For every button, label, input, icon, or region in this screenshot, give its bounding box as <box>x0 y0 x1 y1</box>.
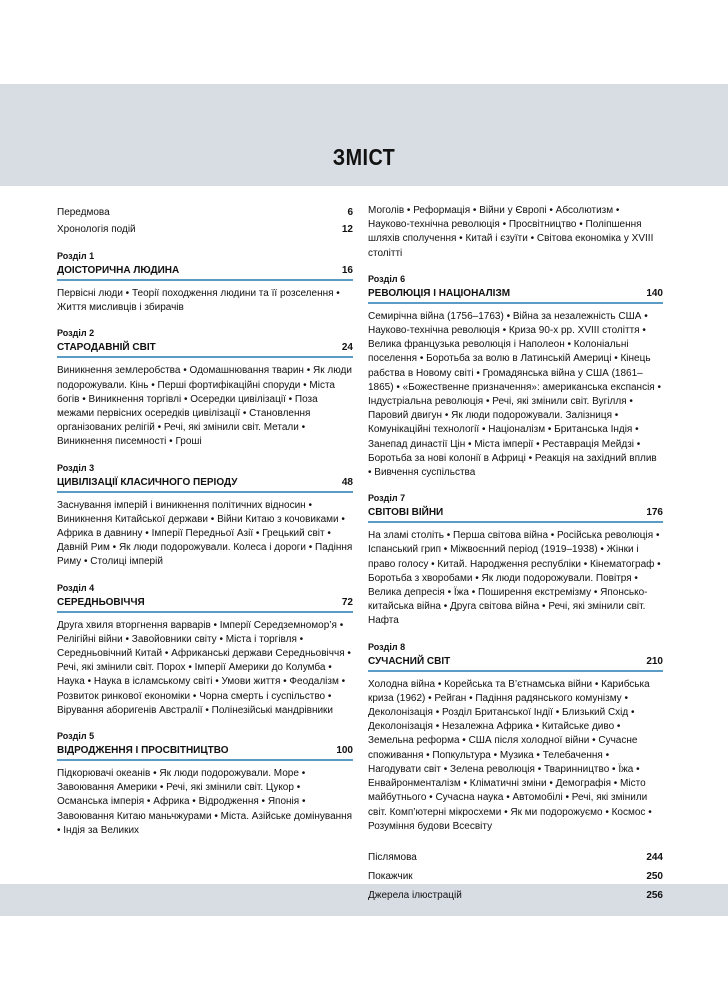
entry-label: Передмова <box>57 207 110 218</box>
entry-page: 12 <box>341 224 353 235</box>
entry-label: Післямова <box>368 851 417 863</box>
section-page: 48 <box>341 476 353 488</box>
section-page: 16 <box>341 265 353 276</box>
section-page: 176 <box>646 507 663 519</box>
section-page: 100 <box>336 745 353 757</box>
toc-section-6 <box>368 273 663 480</box>
entry-label: Хронологія подій <box>57 224 136 235</box>
section-title: СУЧАСНИЙ СВІТ <box>368 655 451 667</box>
section-title: ДОІСТОРИЧНА ЛЮДИНА <box>57 265 180 276</box>
toc-left-column <box>57 204 353 838</box>
section-topics: На зламі століть • Перша світова війна • Російська революція • Іспанський грип • Міжвоєнний період (1919–1938) • Жінки і право голосу • Китай. Народження республіки • Кінематограф • Боротьба з хворобами • Як люди подорожували. Повітря • Велика депресія • Їжа • Поширення екстремізму • Японсько-китайська війна • Друга світова війна • Речі, які змінили світ. Нафта <box>368 530 661 627</box>
section-label: Розділ 1 <box>57 251 95 261</box>
section-topics: Підкорювачі океанів • Як люди подорожували. Море • Завоювання Америки • Речі, які змінили світ. Цукор • Османська імперія • Африка • Відродження • Японія • Завоювання Китаю маньчжурами • Міста. Азійське домінування • Індія за Великих <box>57 768 353 836</box>
section-heading[interactable] <box>57 594 353 613</box>
section-heading[interactable] <box>57 262 353 281</box>
section-topics: Заснування імперій і виникнення політичних відносин • Виникнення Китайської держави • Війни Китаю з кочовиками • Африка в давнину • Імперії Передньої Азії • Грецький світ • Давній Рим • Як люди подорожували. Колеса і дороги • Падіння Риму • Столиці імперій <box>57 499 353 568</box>
section-topics: Друга хвиля вторгнення варварів • Імперії Середземномор’я • Релігійні війни • Завойовники світу • Міста і торгівля • Середньовічний Китай • Африканські держави Середньовіччя • Речі, які змінили світ. Порох • Імперії Америки до Колумба • Наука • Наука в ісламському світі • Умови життя • Феодалізм • Розвиток ринкової економіки • Чорна смерть і суспільство • Вірування аборигенів Австралії • Полінезійські мандрівники <box>57 619 351 716</box>
toc-entry-afterword[interactable] <box>368 848 663 867</box>
toc-section-8 <box>368 641 663 834</box>
section-heading[interactable] <box>368 653 663 672</box>
toc-entry-index[interactable] <box>368 867 663 886</box>
toc-section-3 <box>57 462 353 570</box>
back-matter <box>368 848 663 905</box>
section-page: 72 <box>341 596 353 608</box>
section-5-topics-continued: Моголів • Реформація • Війни у Європі • Абсолютизм • Науково-технічна революція • Просвітництво • Поліпшення шляхів сполучення • Китай і єзуїти • Світова економіка у XVIII столітті <box>368 205 654 259</box>
section-heading[interactable] <box>57 339 353 358</box>
entry-page: 244 <box>646 851 663 863</box>
entry-label: Джерела ілюстрацій <box>368 889 462 901</box>
entry-page: 250 <box>646 870 663 882</box>
toc-section-5 <box>57 730 353 838</box>
section-page: 210 <box>646 655 663 667</box>
section-title: СТАРОДАВНІЙ СВІТ <box>57 342 156 354</box>
section-page: 140 <box>646 287 663 299</box>
toc-section-4 <box>57 582 353 718</box>
section-title: СВІТОВІ ВІЙНИ <box>368 507 444 519</box>
section-title: СЕРЕДНЬОВІЧЧЯ <box>57 596 145 608</box>
toc-section-2 <box>57 327 353 449</box>
section-topics: Виникнення землеробства • Одомашнювання тварин • Як люди подорожували. Кінь • Перші фортифікаційні споруди • Міста богів • Виникнення торгівлі • Осередки цивілізації • Поза межами первісних осередків цивілізації • Становлення організованих релігій • Речі, які змінили світ. Метали • Виникнення писемності • Гроші <box>57 365 352 448</box>
section-heading[interactable] <box>57 474 353 493</box>
section-label: Розділ 6 <box>368 273 406 284</box>
section-heading[interactable] <box>368 504 663 523</box>
section-page: 24 <box>341 342 353 354</box>
entry-page: 6 <box>347 207 353 218</box>
section-title: РЕВОЛЮЦІЯ І НАЦІОНАЛІЗМ <box>368 287 511 299</box>
entry-label: Покажчик <box>368 870 413 882</box>
section-heading[interactable] <box>57 742 353 761</box>
toc-entry-chronology[interactable] <box>57 221 353 238</box>
section-heading[interactable] <box>368 285 663 304</box>
entry-page: 256 <box>646 889 663 901</box>
section-label: Розділ 7 <box>368 493 406 504</box>
section-label: Розділ 4 <box>57 582 95 593</box>
section-title: ЦИВІЛІЗАЦІЇ КЛАСИЧНОГО ПЕРІОДУ <box>57 476 238 488</box>
toc-entry-preface[interactable] <box>57 204 353 221</box>
section-label: Розділ 3 <box>57 462 95 473</box>
section-label: Розділ 5 <box>57 731 95 742</box>
section-topics: Первісні люди • Теорії походження людини та її розселення • Життя мисливців і збирачів <box>57 288 340 314</box>
toc-section-1 <box>57 250 353 315</box>
toc-section-7 <box>368 492 663 628</box>
section-label: Розділ 2 <box>57 328 95 339</box>
page-title: ЗМІСТ <box>332 144 396 170</box>
section-topics: Холодна війна • Корейська та В’єтнамська війни • Карибська криза (1962) • Рейган • Падіння радянського комунізму • Деколонізація • Розділ Британської Індії • Близький Схід • Деколонізація • Незалежна Африка • Китайське диво • Земельна реформа • США після холодної війни • Сучасне споживання • Попкультура • Музика • Телебачення • Нагодувати світ • Зелена революція • Тваринництво • Їжа • Енвайронменталізм • Кліматичні зміни • Демографія • Місто майбутнього • Сучасна наука • Автомобілі • Речі, які змінили світ. Комп’ютерні мікросхеми • Як ми подорожуємо • Космос • Розуміння будови Всесвіту <box>368 678 652 832</box>
section-title: ВІДРОДЖЕННЯ І ПРОСВІТНИЦТВО <box>57 745 229 757</box>
section-label: Розділ 8 <box>368 641 406 652</box>
toc-right-column <box>368 204 663 905</box>
toc-entry-illustration-sources[interactable] <box>368 886 663 905</box>
section-topics: Семирічна війна (1756–1763) • Війна за незалежність США • Науково-технічна революція • Криза 90-х рр. XVIII століття • Велика французька революція і Наполеон • Колоніальні поселення • Боротьба за волю в Латинській Америці • Кінець рабства в Новому світі • Громадянська війна у США (1861–1865) • «Божественне призначення»: американська експансія • Індустріальна революція • Речі, які змінили світ. Вугілля • Паровий двигун • Як люди подорожували. Залізниця • Комунікаційні технології • Націоналізм • Британська Індія • Занепад династії Цін • Міста імперії • Реставрація Мейдзі • Боротьба за нові колонії в Африці • Реакція на західний вплив • Вивчення суспільства <box>368 310 661 479</box>
